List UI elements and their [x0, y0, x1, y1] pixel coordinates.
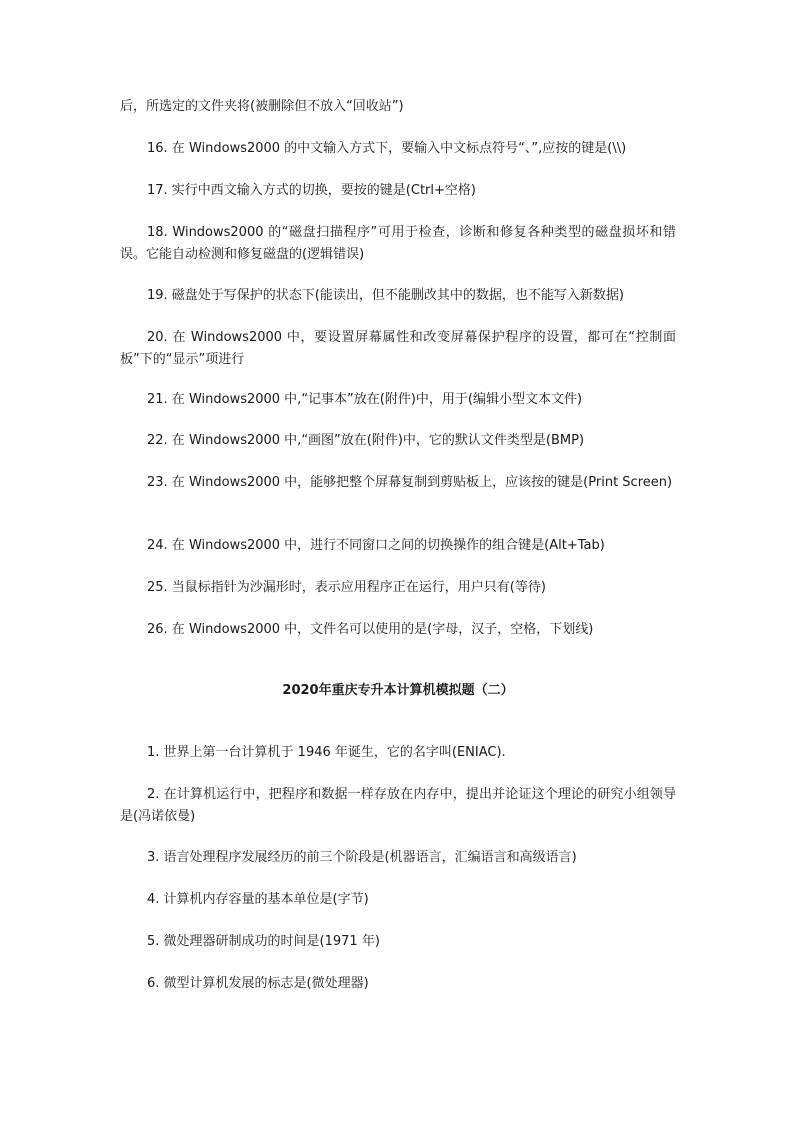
paragraph-item-21: 21. 在 Windows2000 中,“记事本”放在(附件)中，用于(编辑小型文本文件): [147, 392, 583, 407]
paragraph-q4: 4. 计算机内存容量的基本单位是(字节): [147, 892, 369, 907]
paragraph-item-22: 22. 在 Windows2000 中,“画图”放在(附件)中，它的默认文件类型是(BMP): [147, 433, 585, 448]
paragraph-continuation: 后，所选定的文件夹将(被删除但不放入“回收站”): [120, 99, 404, 114]
paragraph-item-18: 18. Windows2000 的“磁盘扫描程序”可用于检查，诊断和修复各种类型的磁盘损坏和错误。它能自动检测和修复磁盘的(逻辑错误): [120, 225, 676, 262]
paragraph-q6: 6. 微型计算机发展的标志是(微处理器): [147, 976, 369, 991]
section-title: 2020年重庆专升本计算机模拟题（二）: [282, 683, 514, 698]
paragraph-item-19: 19. 磁盘处于写保护的状态下(能读出，但不能删改其中的数据，也不能写入新数据): [147, 288, 624, 303]
paragraph-item-16: 16. 在 Windows2000 的中文输入方式下，要输入中文标点符号“、”,应按的键是(\\): [147, 141, 627, 156]
paragraph-q2: 2. 在计算机运行中，把程序和数据一样存放在内存中，提出并论证这个理论的研究小组领导是(冯诺依曼): [120, 787, 676, 824]
paragraph-q5: 5. 微处理器研制成功的时间是(1971 年): [147, 934, 380, 949]
paragraph-item-26: 26. 在 Windows2000 中，文件名可以使用的是(字母，汉子，空格，下划线): [147, 622, 594, 637]
paragraph-q3: 3. 语言处理程序发展经历的前三个阶段是(机器语言，汇编语言和高级语言): [147, 850, 577, 865]
paragraph-item-23: 23. 在 Windows2000 中，能够把整个屏幕复制到剪贴板上，应该按的键是(Print Screen): [147, 475, 673, 490]
paragraph-item-24: 24. 在 Windows2000 中，进行不同窗口之间的切换操作的组合键是(Alt+Tab): [147, 538, 605, 553]
paragraph-item-25: 25. 当鼠标指针为沙漏形时，表示应用程序正在运行，用户只有(等待): [147, 580, 546, 595]
paragraph-q1: 1. 世界上第一台计算机于 1946 年诞生，它的名字叫(ENIAC).: [147, 745, 506, 760]
paragraph-item-20: 20. 在 Windows2000 中，要设置屏幕属性和改变屏幕保护程序的设置，都可在“控制面板”下的“显示”项进行: [120, 330, 676, 367]
paragraph-item-17: 17. 实行中西文输入方式的切换，要按的键是(Ctrl+空格): [147, 183, 476, 198]
